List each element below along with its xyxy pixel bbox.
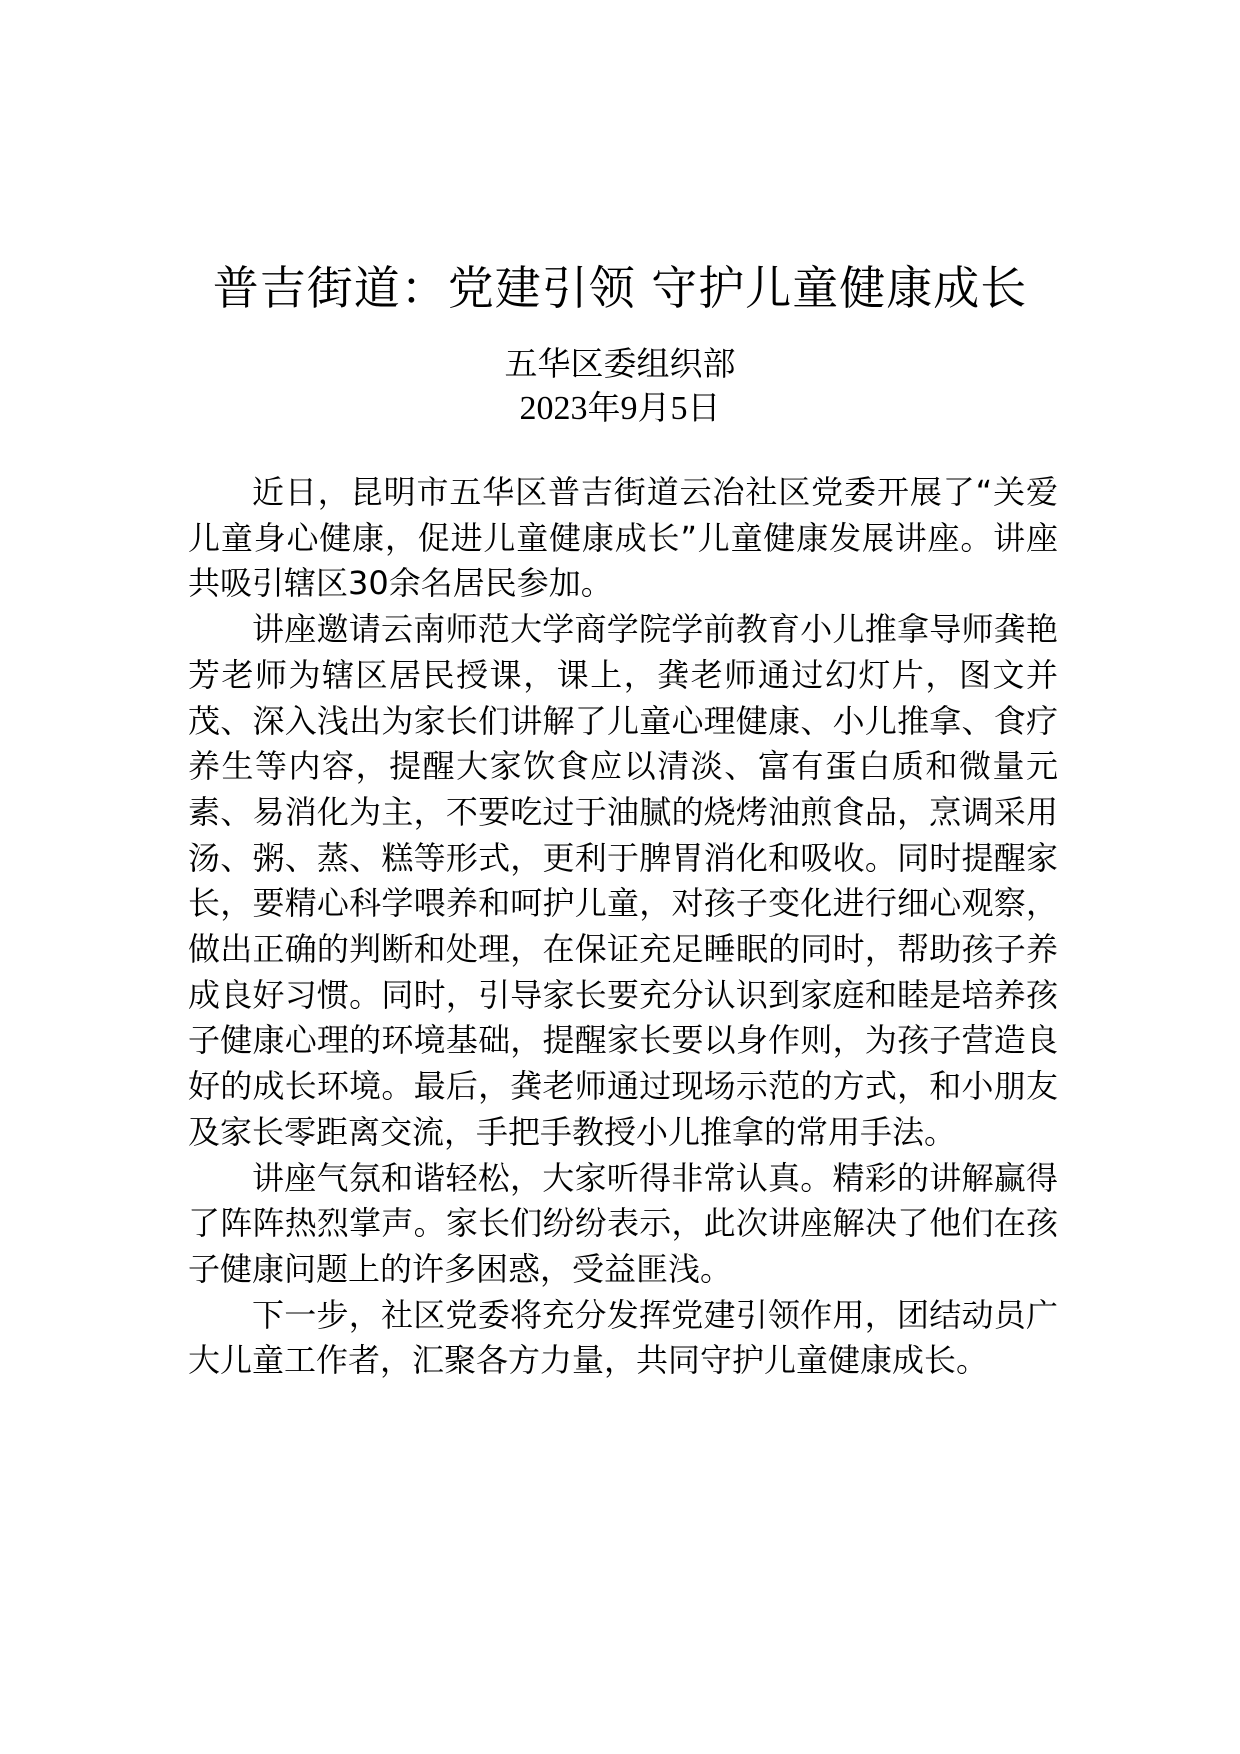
paragraph-2: 讲座邀请云南师范大学商学院学前教育小儿推拿导师龚艳芳老师为辖区居民授课，课上，龚老师通过幻灯片，图文并茂、深入浅出为家长们讲解了儿童心理健康、小儿推拿、食疗养生等内容，提醒大家饮食应以清淡、富有蛋白质和微量元素、易消化为主，不要吃过于油腻的烧烤油煎食品，烹调采用汤、粥、蒸、糕等形式，更利于脾胃消化和吸收。同时提醒家长，要精心科学喂养和呵护儿童，对孩子变化进行细心观察，做出正确的判断和处理，在保证充足睡眠的同时，帮助孩子养成良好习惯。同时，引导家长要充分认识到家庭和睦是培养孩子健康心理的环境基础，提醒家长要以身作则，为孩子营造良好的成长环境。最后，龚老师通过现场示范的方式，和小朋友及家长零距离交流，手把手教授小儿推拿的常用手法。 — [188, 610, 1058, 1151]
author-line: 五华区委组织部 — [504, 344, 736, 383]
date-day-unit: 日 — [687, 388, 721, 427]
date-day: 5 — [670, 390, 688, 427]
paragraph-1: 近日，昆明市五华区普吉街道云冶社区党委开展了“关爱儿童身心健康，促进儿童健康成长”儿童健康发展讲座。讲座共吸引辖区30余名居民参加。 — [188, 473, 1058, 603]
article-body — [188, 470, 1058, 1384]
date-month: 9 — [620, 390, 638, 427]
date-month-unit: 月 — [637, 388, 671, 427]
date-line — [0, 386, 1240, 431]
paragraph-3: 讲座气氛和谐轻松，大家听得非常认真。精彩的讲解赢得了阵阵热烈掌声。家长们纷纷表示，此次讲座解决了他们在孩子健康问题上的许多困惑，受益匪浅。 — [188, 1158, 1058, 1288]
page-title: 普吉街道：党建引领 守护儿童健康成长 — [212, 261, 1028, 315]
paragraph-4: 下一步，社区党委将充分发挥党建引领作用，团结动员广大儿童工作者，汇聚各方力量，共同守护儿童健康成长。 — [188, 1295, 1058, 1380]
date-year-unit: 年 — [587, 388, 621, 427]
date-year: 2023 — [519, 390, 588, 427]
